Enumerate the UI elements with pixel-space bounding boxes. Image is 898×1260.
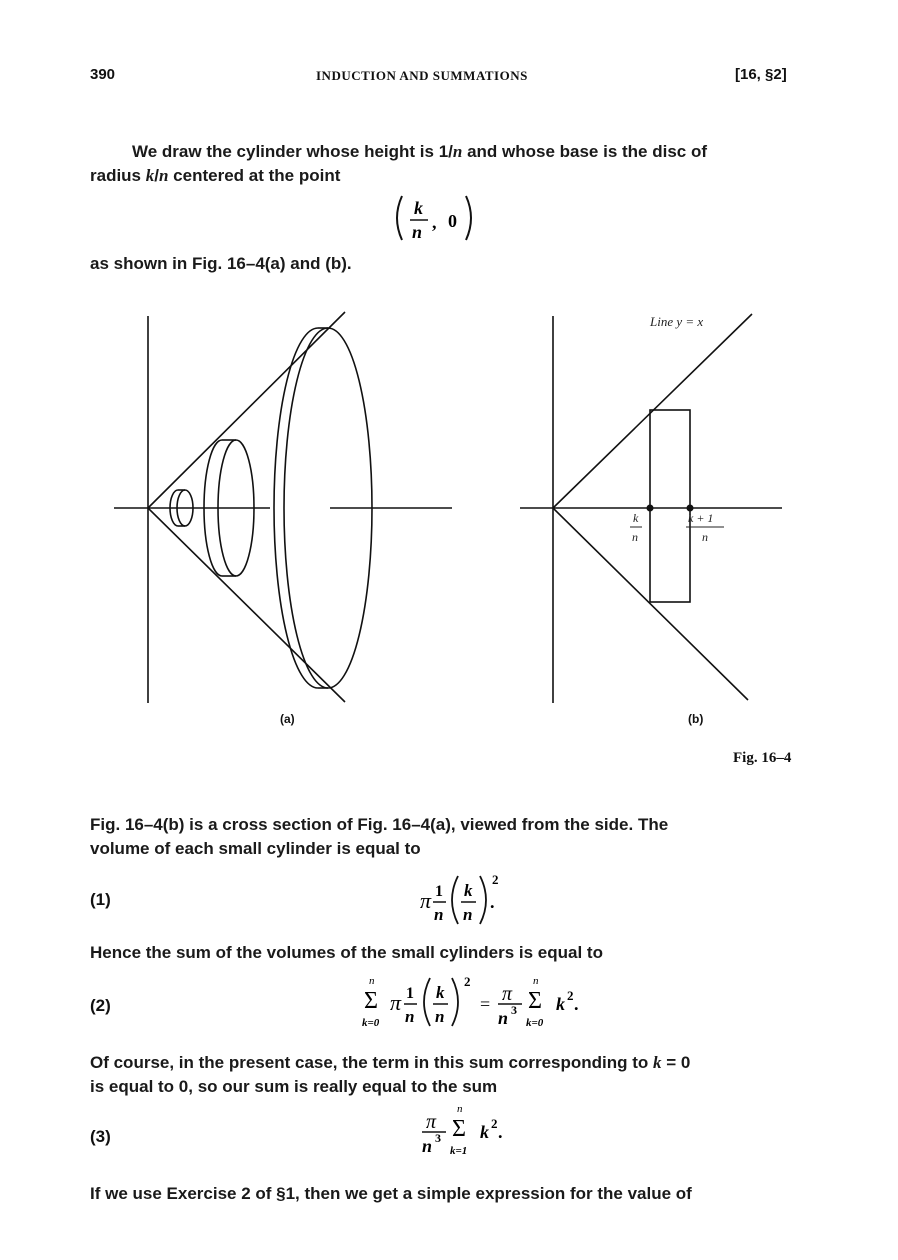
eq2-pi: π xyxy=(390,990,402,1015)
exercise-line: If we use Exercise 2 of §1, then we get a simple expression for the value of xyxy=(90,1184,692,1203)
fig-a-label: (a) xyxy=(280,712,295,726)
eq1-tag: (1) xyxy=(90,890,111,909)
eq3-sum-top: n xyxy=(457,1103,463,1115)
fig-b-cross-section-rect xyxy=(650,410,690,602)
eq2-n: n xyxy=(405,1007,415,1026)
eq1-period: . xyxy=(490,892,495,912)
fig-b-k1-numerator: k + 1 xyxy=(688,511,714,525)
eq2-den-n: n xyxy=(435,1007,445,1026)
point-k: k xyxy=(414,198,423,218)
eq2-equals: = xyxy=(480,994,491,1014)
running-title: INDUCTION AND SUMMATIONS xyxy=(316,68,528,83)
eq1-exponent: 2 xyxy=(492,872,499,887)
eq3-exponent: 2 xyxy=(491,1116,498,1131)
eq1-pi: π xyxy=(420,888,432,913)
eq2-period: . xyxy=(574,994,579,1014)
fig-b-point-k xyxy=(647,505,654,512)
fig-b-k-denominator: n xyxy=(632,530,638,544)
fig-b-line-y-equals-x xyxy=(553,314,752,508)
eq3-n3: n xyxy=(422,1136,433,1156)
eq2-sigma-2: Σ xyxy=(528,988,542,1014)
figure-caption: Fig. 16–4 xyxy=(733,750,792,766)
eq3-cube: 3 xyxy=(435,1131,441,1145)
fig-b-line-label: Line y = x xyxy=(650,314,704,329)
point-n: n xyxy=(412,222,423,242)
point-zero: 0 xyxy=(448,211,457,231)
eq1-k: k xyxy=(464,881,473,900)
equation-3 xyxy=(420,1100,560,1170)
point-comma: , xyxy=(432,212,437,232)
eq2-sigma: Σ xyxy=(364,988,378,1014)
eq2-one: 1 xyxy=(406,985,414,1002)
sum-intro-line: Hence the sum of the volumes of the small cylinders is equal to xyxy=(90,943,603,962)
paragraph-cross-section xyxy=(90,813,810,861)
eq2-pi-2: π xyxy=(502,983,513,1005)
eq2-k2-exponent: 2 xyxy=(567,988,574,1003)
section-ref: [16, §2] xyxy=(735,66,787,83)
eq2-cube: 3 xyxy=(511,1003,517,1017)
eq3-sigma: Σ xyxy=(452,1116,466,1142)
cross-section-line-2: volume of each small cylinder is equal to xyxy=(90,839,421,858)
eq3-k2: k xyxy=(480,1122,489,1142)
page-number: 390 xyxy=(90,66,116,83)
eq1-n: n xyxy=(434,905,444,924)
paragraph-term-zero xyxy=(90,1051,810,1099)
eq2-sum2-bottom: k=0 xyxy=(526,1017,544,1029)
eq3-tag: (3) xyxy=(90,1127,111,1146)
eq2-k2: k xyxy=(556,994,565,1014)
equation-1 xyxy=(420,868,530,928)
term-zero-line-1: Of course, in the present case, the term in this sum corresponding to k = 0 xyxy=(90,1053,691,1072)
eq3-period: . xyxy=(498,1122,503,1142)
eq2-tag: (2) xyxy=(90,996,111,1015)
eq2-sum2-top: n xyxy=(533,975,539,987)
eq2-n3: n xyxy=(498,1008,509,1028)
eq1-one: 1 xyxy=(435,883,443,900)
eq1-den-n: n xyxy=(463,905,473,924)
equation-2 xyxy=(364,972,614,1042)
eq2-k: k xyxy=(436,983,445,1002)
eq3-sum-bottom: k=1 xyxy=(450,1145,468,1157)
fig-b-k-numerator: k xyxy=(633,511,639,525)
term-zero-line-2: is equal to 0, so our sum is really equal to the sum xyxy=(90,1077,498,1096)
cross-section-line-1: Fig. 16–4(b) is a cross section of Fig. 16–4(a), viewed from the side. The xyxy=(90,815,669,834)
intro-line-3: as shown in Fig. 16–4(a) and (b). xyxy=(90,254,352,273)
eq3-pi: π xyxy=(426,1111,437,1133)
eq2-sum-bottom: k=0 xyxy=(362,1017,380,1029)
eq2-exponent: 2 xyxy=(464,974,471,989)
eq2-sum-top: n xyxy=(369,975,375,987)
intro-line-2: radius k/n centered at the point xyxy=(90,166,341,185)
intro-line-1: We draw the cylinder whose height is 1/n and whose base is the disc of xyxy=(132,142,708,161)
fig-b-k1-denominator: n xyxy=(702,530,708,544)
fig-b-label: (b) xyxy=(688,712,704,726)
